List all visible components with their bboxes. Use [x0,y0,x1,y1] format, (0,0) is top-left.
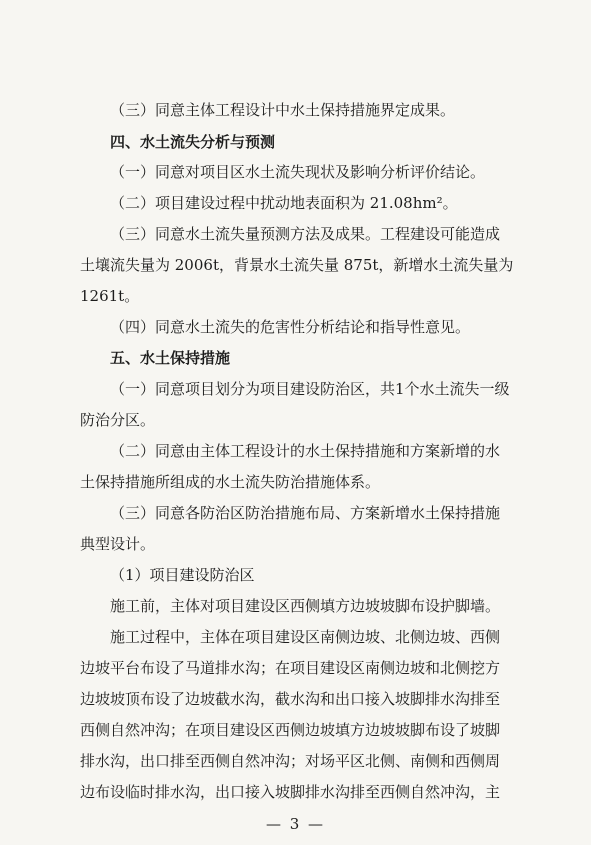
paragraph-line: 排水沟，出口排至西侧自然冲沟；对场平区北侧、南侧和西侧周 [80,752,501,770]
paragraph-line: 典型设计。 [80,535,156,553]
paragraph-line: （二）项目建设过程中扰动地表面积为 21.08hm²。 [110,194,458,212]
paragraph-line: 边坡平台布设了马道排水沟；在项目建设区南侧边坡和北侧挖方 [80,659,501,677]
paragraph-line: 边布设临时排水沟，出口接入坡脚排水沟排至西侧自然冲沟，主 [80,783,501,801]
section-heading: 五、水土保持措施 [110,349,231,367]
paragraph-line: 施工过程中，主体在项目建设区南侧边坡、北侧边坡、西侧 [110,628,501,646]
paragraph-line: （一）同意项目划分为项目建设防治区，共1个水土流失一级 [110,380,510,398]
paragraph-line: 土壤流失量为 2006t，背景水土流失量 875t，新增水土流失量为 [80,256,514,274]
paragraph-line: 1261t。 [80,287,140,305]
paragraph-line: 土保持措施所组成的水土流失防治措施体系。 [80,473,381,491]
paragraph-line: （一）同意对项目区水土流失现状及影响分析评价结论。 [110,163,486,181]
paragraph-line: 防治分区。 [80,411,156,429]
paragraph-line: （二）同意由主体工程设计的水土保持措施和方案新增的水 [110,442,501,460]
paragraph-line: 西侧自然冲沟；在项目建设区西侧边坡填方边坡坡脚布设了坡脚 [80,721,501,739]
paragraph-line: （三）同意主体工程设计中水土保持措施界定成果。 [110,101,456,119]
paragraph-line: （三）同意各防治区防治措施布局、方案新增水土保持措施 [110,504,501,522]
section-heading: 四、水土流失分析与预测 [110,133,276,151]
paragraph-line: （三）同意水土流失量预测方法及成果。工程建设可能造成 [110,225,501,243]
paragraph-line: （四）同意水土流失的危害性分析结论和指导性意见。 [110,318,471,336]
paragraph-line: （1）项目建设防治区 [110,566,255,584]
page-number: — 3 — [265,815,326,833]
paragraph-line: 施工前，主体对项目建设区西侧填方边坡坡脚布设护脚墙。 [110,597,501,615]
paragraph-line: 边坡坡顶布设了边坡截水沟，截水沟和出口接入坡脚排水沟排至 [80,690,501,708]
